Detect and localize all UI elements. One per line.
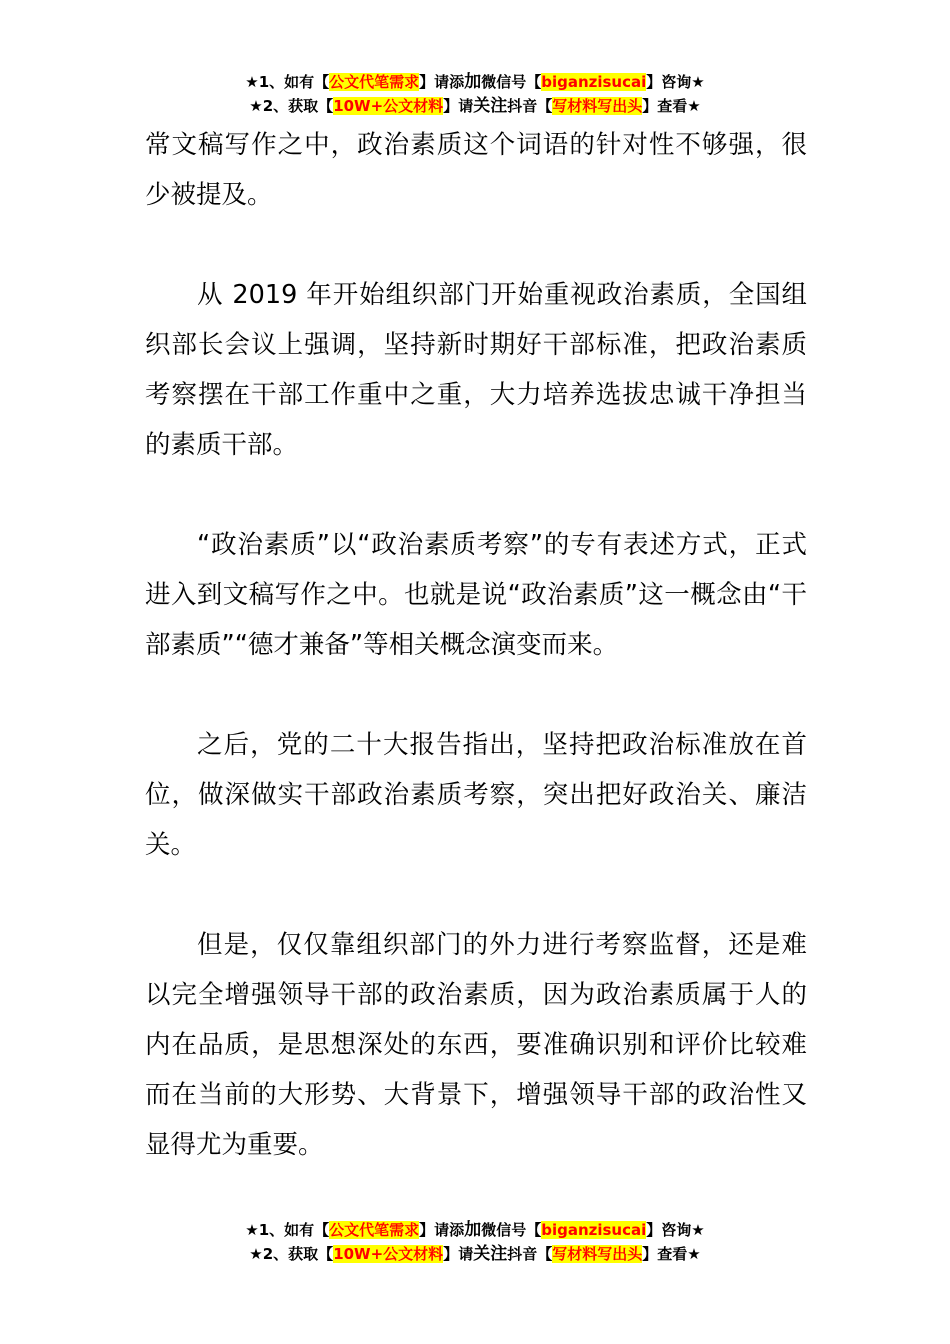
highlight-service: 公文代笔需求 — [329, 73, 420, 91]
banner-text: 加 — [464, 1220, 482, 1240]
banner-text: 微信号【 — [481, 1221, 542, 1239]
banner-line-1 — [0, 1218, 950, 1242]
banner-text: 】请添 — [419, 1221, 465, 1239]
paragraph: 从 2019 年开始组织部门开始重视政治素质，全国组织部长会议上强调，坚持新时期好干部标准，把政治素质考察摆在干部工作重中之重，大力培养选拔忠诚干净担当的素质干部。 — [145, 280, 807, 460]
highlight-douyin: 写材料写出头 — [552, 1245, 643, 1263]
banner-text: 】请 — [443, 97, 474, 115]
banner-text: 微信号【 — [481, 73, 542, 91]
document-body — [145, 120, 807, 1220]
banner-text: 】请添 — [419, 73, 465, 91]
paragraph: 之后，党的二十大报告指出，坚持把政治标准放在首位，做深做实干部政治素质考察，突出把好政治关、廉洁关。 — [145, 730, 807, 860]
banner-text: 】咨询★ — [646, 1221, 705, 1239]
highlight-service: 公文代笔需求 — [329, 1221, 420, 1239]
paragraph-continued: 常文稿写作之中，政治素质这个词语的针对性不够强，很少被提及。 — [145, 130, 807, 210]
banner-text: ★1、如有【 — [245, 73, 330, 91]
banner-line-2 — [0, 1242, 950, 1266]
banner-text: 】查看★ — [642, 1245, 701, 1263]
banner-text: 加 — [464, 72, 482, 92]
paragraph: “政治素质”以“政治素质考察”的专有表述方式，正式进入到文稿写作之中。也就是说“政治素质”这一概念由“干部素质”“德才兼备”等相关概念演变而来。 — [145, 530, 807, 660]
highlight-materials: 10W+公文材料 — [333, 97, 444, 115]
banner-text: 关注 — [473, 96, 508, 116]
banner-text: 抖音【 — [507, 1245, 553, 1263]
banner-text: ★1、如有【 — [245, 1221, 330, 1239]
banner-text: ★2、获取【 — [249, 97, 334, 115]
banner-text: 关注 — [473, 1244, 508, 1264]
highlight-wechat-id: biganzisucai — [541, 73, 647, 91]
footer-banner — [0, 1218, 950, 1266]
paragraph: 但是，仅仅靠组织部门的外力进行考察监督，还是难以完全增强领导干部的政治素质，因为政治素质属于人的内在品质，是思想深处的东西，要准确识别和评价比较难而在当前的大形势、大背景下，增强领导干部的政治性又显得尤为重要。 — [145, 930, 807, 1160]
banner-text: 】请 — [443, 1245, 474, 1263]
highlight-wechat-id: biganzisucai — [541, 1221, 647, 1239]
header-banner — [0, 70, 950, 118]
banner-text: 】咨询★ — [646, 73, 705, 91]
banner-line-1 — [0, 70, 950, 94]
highlight-douyin: 写材料写出头 — [552, 97, 643, 115]
banner-text: ★2、获取【 — [249, 1245, 334, 1263]
highlight-materials: 10W+公文材料 — [333, 1245, 444, 1263]
banner-text: 抖音【 — [507, 97, 553, 115]
banner-line-2 — [0, 94, 950, 118]
banner-text: 】查看★ — [642, 97, 701, 115]
